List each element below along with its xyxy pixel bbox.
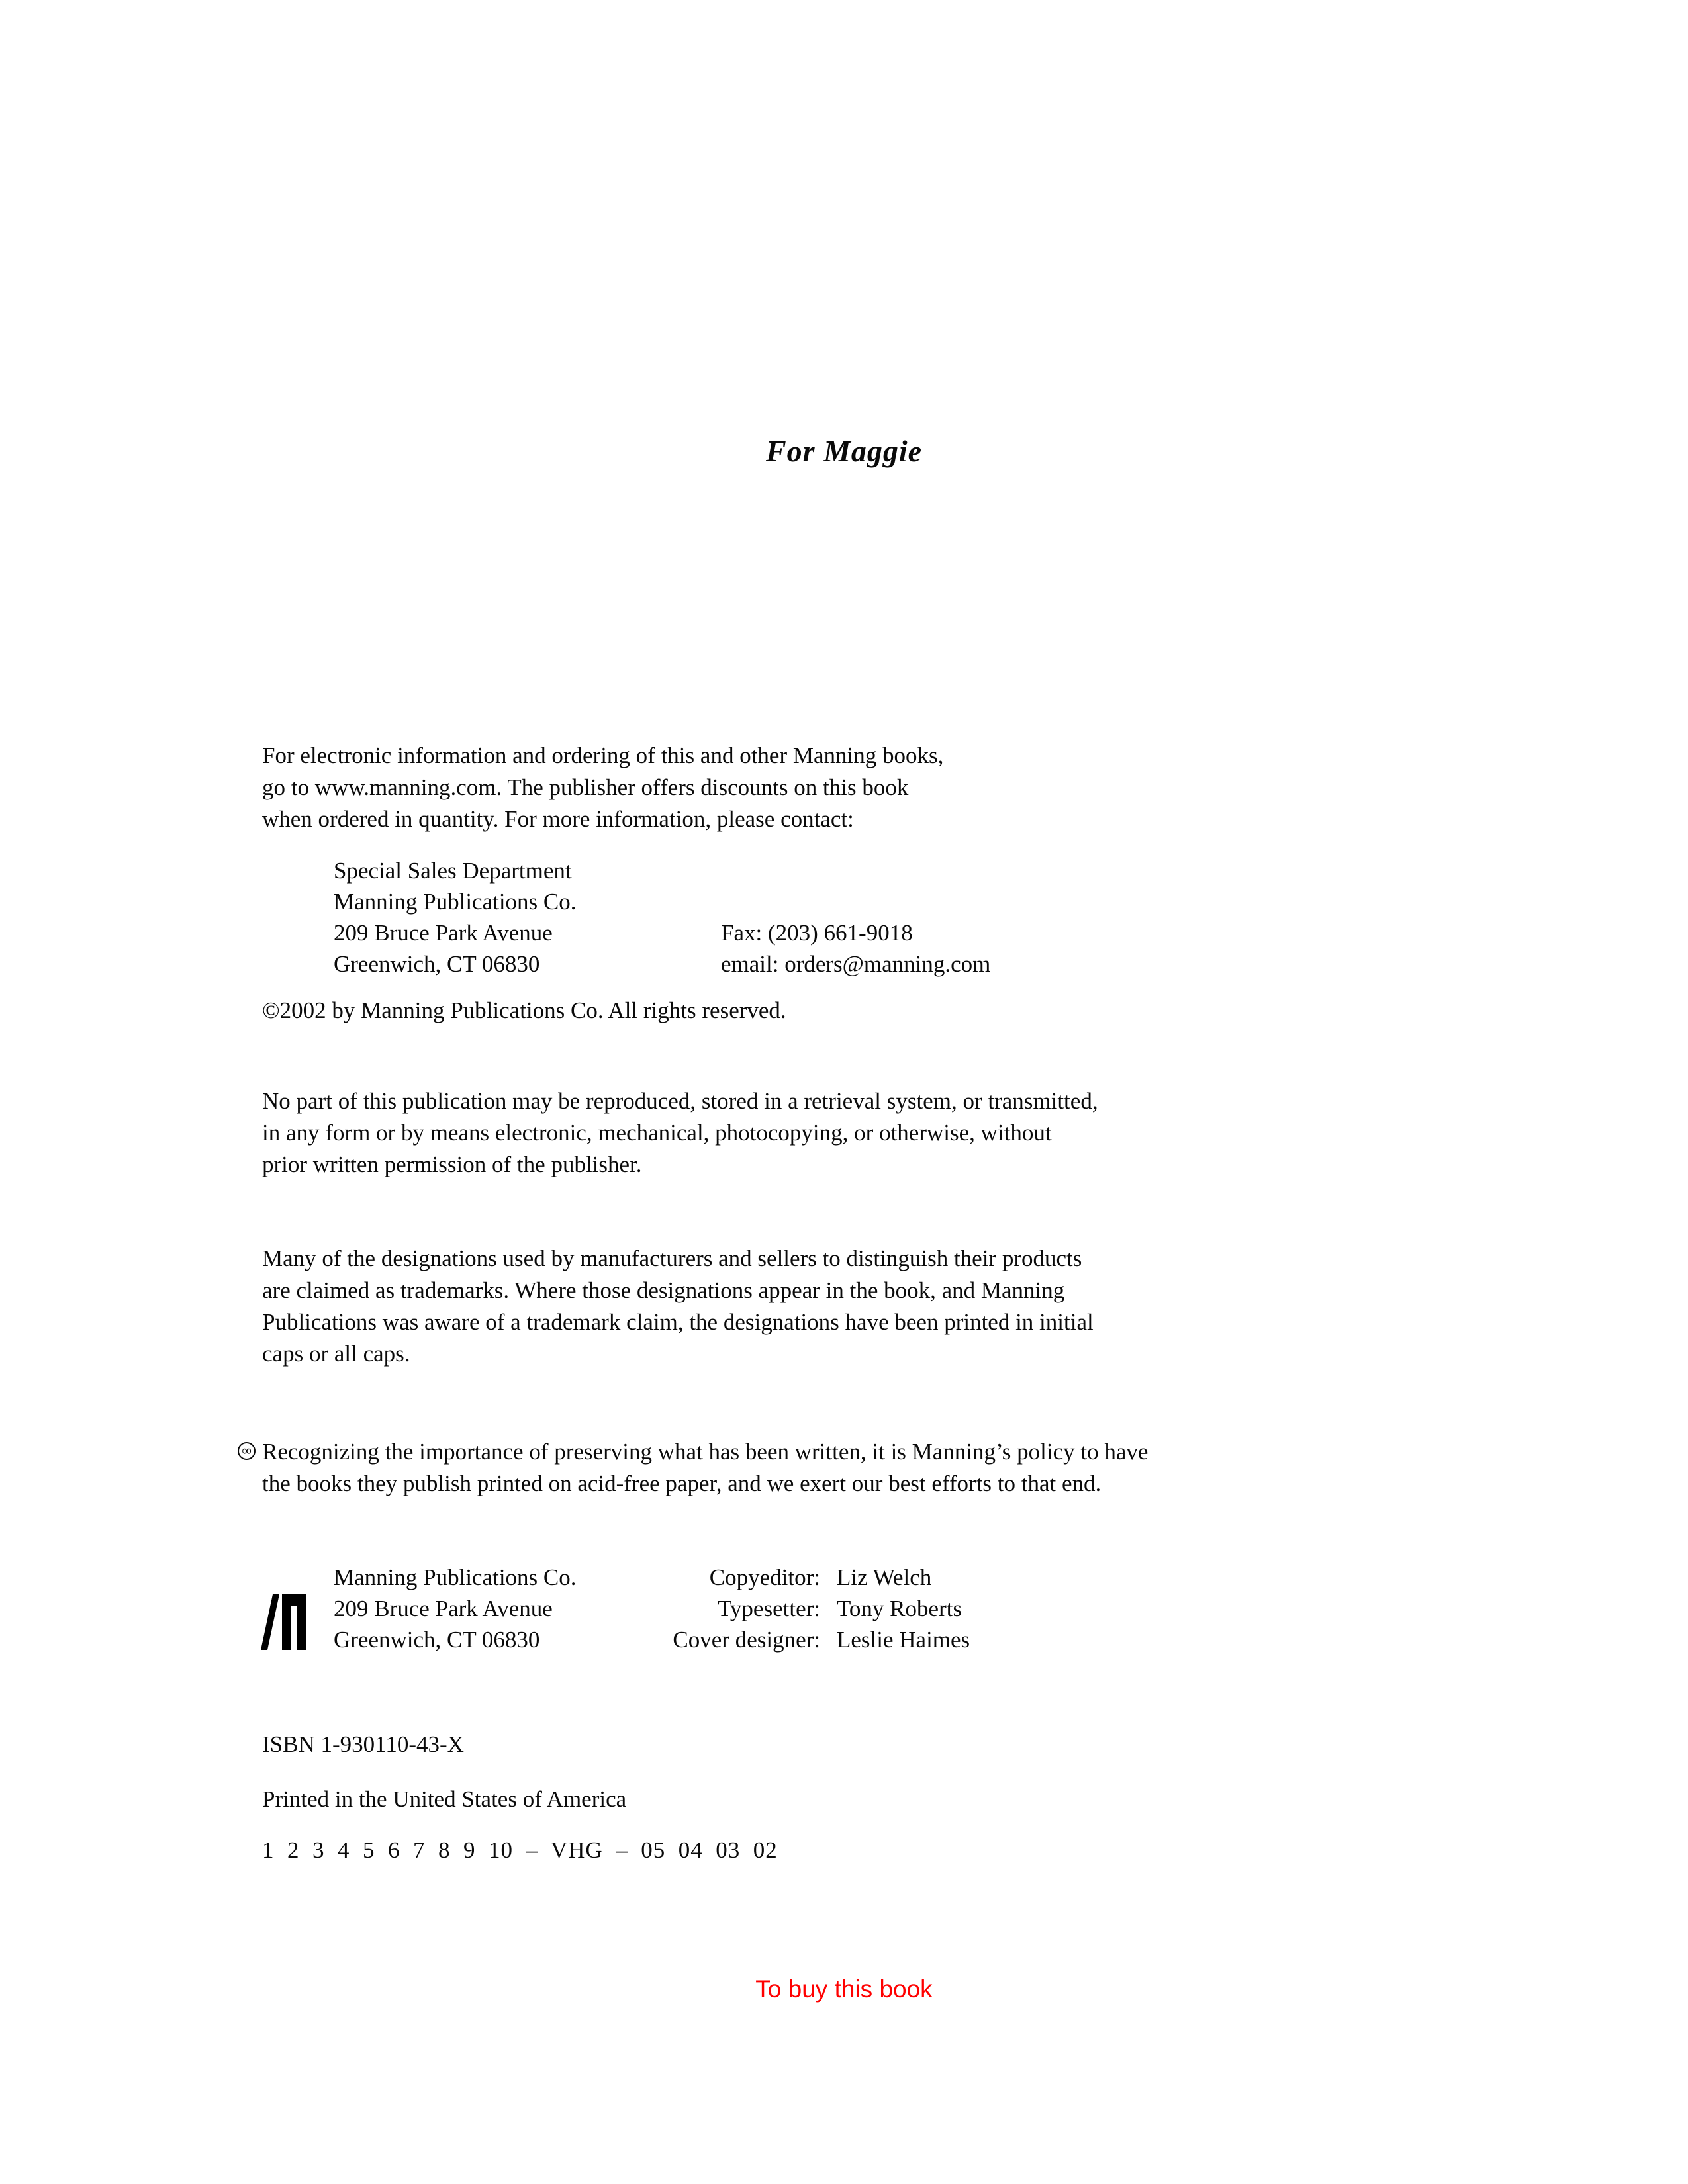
contact-email: email: orders@manning.com (721, 951, 991, 977)
credit-name: Tony Roberts (837, 1596, 962, 1621)
contact-company-line (334, 886, 577, 917)
contact-address: 209 Bruce Park Avenue (334, 920, 553, 946)
contact-fax: Fax: (203) 661-9018 (721, 920, 913, 946)
contact-address-line (334, 917, 913, 948)
text-line: caps or all caps. (262, 1341, 410, 1367)
credits-row (334, 1624, 970, 1655)
ordering-info-paragraph (262, 740, 943, 835)
text-line: when ordered in quantity. For more information, please contact: (262, 806, 854, 832)
acid-free-paper-paragraph (240, 1436, 1149, 1500)
publisher-address: 209 Bruce Park Avenue (334, 1596, 553, 1621)
contact-city: Greenwich, CT 06830 (334, 951, 540, 977)
text-line: Many of the designations used by manufacturers and sellers to distinguish their products (262, 1246, 1082, 1271)
isbn-line: ISBN 1-930110-43-X (262, 1731, 464, 1757)
text-line: go to www.manning.com. The publisher offers discounts on this book (262, 774, 909, 800)
buy-book-link[interactable]: To buy this book (755, 1976, 933, 2003)
text-line: Publications was aware of a trademark claim, the designations have been printed in initial (262, 1309, 1094, 1335)
trademarks-paragraph (262, 1243, 1094, 1370)
rights-reserved-paragraph (262, 1085, 1098, 1181)
credit-role: Copyeditor: (709, 1565, 820, 1590)
contact-city-line (334, 948, 991, 979)
publisher-city: Greenwich, CT 06830 (334, 1627, 540, 1653)
credits-row (334, 1562, 970, 1593)
text-line: prior written permission of the publisher. (262, 1152, 642, 1177)
printed-in-line: Printed in the United States of America (262, 1786, 627, 1812)
text-line: are claimed as trademarks. Where those designations appear in the book, and Manning (262, 1277, 1065, 1303)
copyright-notice: ©2002 by Manning Publications Co. All rights reserved. (262, 997, 786, 1023)
credit-role: Typesetter: (718, 1596, 820, 1621)
contact-dept: Special Sales Department (334, 858, 572, 884)
publisher-company: Manning Publications Co. (334, 1565, 577, 1590)
printing-run-numbers: 1 2 3 4 5 6 7 8 9 10 – VHG – 05 04 03 02 (262, 1837, 778, 1863)
text-line: For electronic information and ordering of this and other Manning books, (262, 743, 944, 768)
acid-free-paper-icon: ∞ (238, 1442, 256, 1460)
credit-name: Liz Welch (837, 1565, 932, 1590)
text-line: Recognizing the importance of preserving what has been written, it is Manning’s policy to have (262, 1439, 1149, 1465)
text-line: No part of this publication may be reproduced, stored in a retrieval system, or transmitted, (262, 1088, 1098, 1114)
dedication-text: For Maggie (765, 434, 923, 468)
contact-dept-line (334, 855, 577, 886)
contact-company: Manning Publications Co. (334, 889, 577, 915)
special-sales-contact-block (334, 855, 991, 979)
credit-role: Cover designer: (673, 1627, 820, 1653)
credit-name: Leslie Haimes (837, 1627, 970, 1653)
credits-row (334, 1593, 970, 1624)
publisher-credits-block (334, 1562, 970, 1655)
text-line: the books they publish printed on acid-free paper, and we exert our best efforts to that end. (262, 1471, 1102, 1496)
text-line: in any form or by means electronic, mechanical, photocopying, or otherwise, without (262, 1120, 1052, 1146)
buy-link-container (0, 1976, 1688, 2003)
manning-logo-icon (261, 1594, 306, 1650)
